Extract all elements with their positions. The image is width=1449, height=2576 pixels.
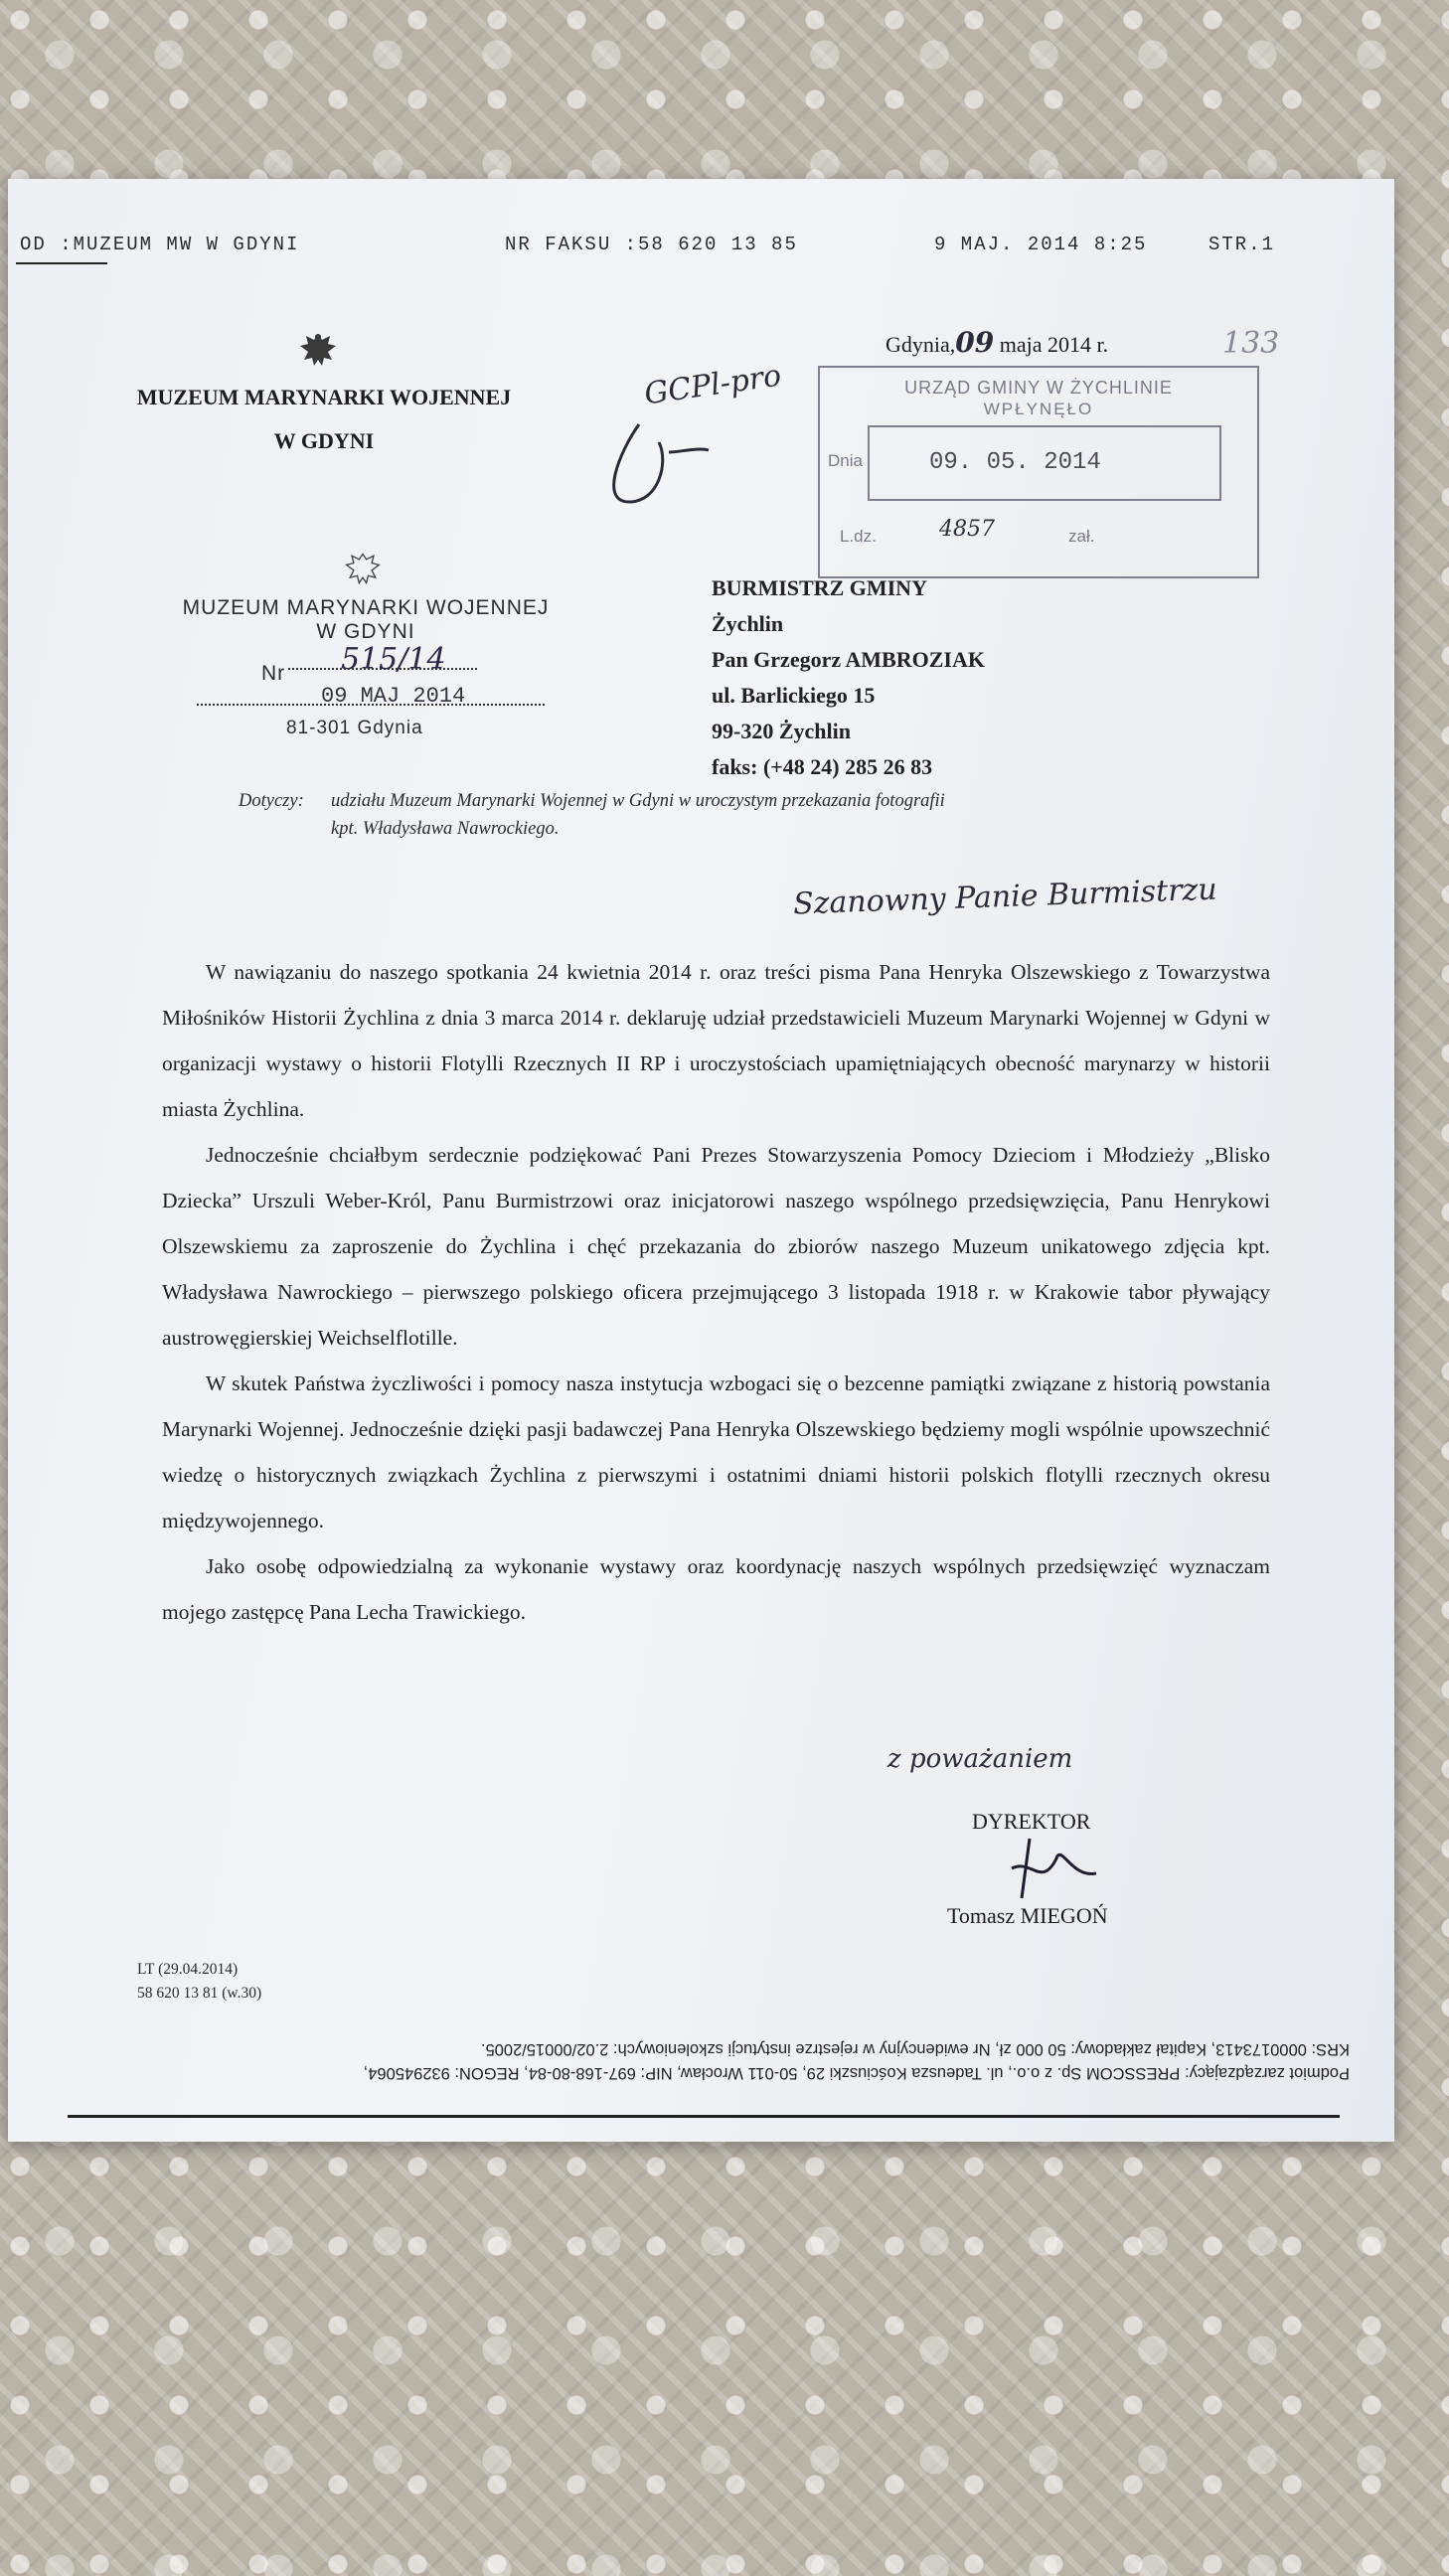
subject-label: Dotyczy: bbox=[239, 791, 304, 811]
printed-footer-line-1: Podmiot zarządzający: PRESSCOM Sp. z o.o., ul. Tadeusza Kościuszki 29, 50-011 Wrocław, NIP: 697-168-80-84, REGON: 932945064, bbox=[363, 2064, 1350, 2082]
footer-phone: 58 620 13 81 (w.30) bbox=[137, 1985, 262, 2002]
recipient-line-6: faks: (+48 24) 285 26 83 bbox=[712, 754, 933, 779]
registry-ldz-label: L.dz. bbox=[840, 527, 877, 546]
recipient-block bbox=[712, 570, 985, 785]
recipient-line-1: BURMISTRZ GMINY bbox=[712, 575, 927, 600]
fax-underline bbox=[16, 262, 107, 264]
salutation: Szanowny Panie Burmistrzu bbox=[792, 872, 1218, 922]
footer-ref: LT (29.04.2014) bbox=[137, 1961, 239, 1978]
office-stamp-nr-label: Nr bbox=[261, 662, 286, 685]
printed-footer-line-2: KRS: 0000173413, Kapitał zakładowy: 50 000 zł, Nr ewidencyjny w rejestrze instytucji szkoleniowych: 2.02/00015/2005. bbox=[480, 2040, 1350, 2058]
letterhead-line-1: MUZEUM MARYNARKI WOJENNEJ bbox=[136, 385, 512, 409]
fax-datetime: 9 MAJ. 2014 8:25 bbox=[934, 234, 1148, 255]
letter-body bbox=[162, 949, 1270, 1635]
registry-date-value: 09. 05. 2014 bbox=[929, 449, 1101, 476]
registry-attachment-label: zał. bbox=[1068, 527, 1095, 546]
office-stamp-crest-icon bbox=[343, 549, 383, 593]
office-stamp-address: 81-301 Gdynia bbox=[286, 718, 423, 738]
printed-footer-upside-down bbox=[107, 2037, 1350, 2085]
fax-number: NR FAKSU :58 620 13 85 bbox=[505, 234, 798, 255]
subject-block bbox=[331, 787, 1275, 843]
signature-title: DYREKTOR bbox=[972, 1809, 1091, 1834]
letterhead-institution bbox=[66, 376, 582, 463]
signature-scribble bbox=[1002, 1829, 1121, 1908]
office-stamp-date: 09 MAJ 2014 bbox=[321, 684, 466, 709]
handwritten-initial-scribble bbox=[599, 412, 748, 522]
place-date bbox=[886, 326, 1108, 359]
eagle-crest-icon bbox=[296, 328, 340, 377]
handwritten-note: GCPl-pro bbox=[642, 358, 784, 412]
signature-name: Tomasz MIEGOŃ bbox=[947, 1903, 1108, 1928]
printed-footer-rule bbox=[68, 2115, 1340, 2118]
fax-sender: OD :MUZEUM MW W GDYNI bbox=[20, 234, 300, 255]
registry-stamp-line1: URZĄD GMINY W ŻYCHLINIE bbox=[904, 378, 1173, 398]
closing-handwritten: z poważaniem bbox=[887, 1744, 1073, 1774]
body-paragraph-1: W nawiązaniu do naszego spotkania 24 kwietnia 2014 r. oraz treści pisma Pana Henryka Olszewskiego z Towarzystwa Miłośników Historii Żychlina z dnia 3 marca 2014 r. deklaruję udział przedstawicieli Muzeum Marynarki Wojennej w Gdyni w organizacji wystawy o historii Flotylli Rzecznych II RP i uroczystościach upamiętniających obecność marynarzy w historii miasta Żychlina. bbox=[162, 960, 1270, 1121]
registry-ldz-value: 4857 bbox=[939, 517, 995, 542]
recipient-line-3: Pan Grzegorz AMBROZIAK bbox=[712, 647, 985, 672]
registry-date-label: Dnia bbox=[828, 451, 863, 470]
office-stamp-line2: W GDYNI bbox=[316, 620, 415, 643]
fax-page: STR.1 bbox=[1208, 234, 1276, 255]
place-date-prefix: Gdynia, bbox=[886, 332, 956, 357]
office-stamp-nr-value: 515/14 bbox=[341, 642, 446, 677]
letterhead-line-2: W GDYNI bbox=[273, 428, 375, 453]
recipient-line-2: Żychlin bbox=[712, 611, 784, 636]
registry-date-box bbox=[868, 425, 1221, 501]
body-paragraph-2: Jednocześnie chciałbym serdecznie podziękować Pani Prezes Stowarzyszenia Pomocy Dzieciom i Młodzieży „Blisko Dziecka” Urszuli Weber-Król, Panu Burmistrzowi oraz inicjatorowi naszego wspólnego przedsięwzięcia, Panu Henrykowi Olszewskiemu za zaproszenie do Żychlina i chęć przekazania do zbiorów naszego Muzeum unikatowego zdjęcia kpt. Władysława Nawrockiego – pierwszego polskiego oficera przejmującego 3 listopada 1918 r. w Krakowie tabor pływający austrowęgierskiej Weichselflotille. bbox=[162, 1143, 1270, 1350]
subject-line-2: kpt. Władysława Nawrockiego. bbox=[331, 819, 560, 839]
subject-line-1: udziału Muzeum Marynarki Wojennej w Gdyni w uroczystym przekazania fotografii bbox=[331, 791, 945, 811]
body-paragraph-4: Jako osobę odpowiedzialną za wykonanie wystawy oraz koordynację naszych wspólnych przedsięwzięć wyznaczam mojego zastępcę Pana Lecha Trawickiego. bbox=[162, 1554, 1270, 1624]
place-date-suffix: maja 2014 r. bbox=[999, 332, 1109, 357]
corner-number: 133 bbox=[1222, 326, 1280, 361]
footer-reference bbox=[137, 1958, 261, 2006]
office-stamp-line1: MUZEUM MARYNARKI WOJENNEJ bbox=[182, 596, 550, 619]
letter-page bbox=[8, 179, 1394, 2142]
recipient-line-5: 99-320 Żychlin bbox=[712, 719, 851, 743]
body-paragraph-3: W skutek Państwa życzliwości i pomocy nasza instytucja wzbogaci się o bezcenne pamiątki związane z historią powstania Marynarki Wojennej. Jednocześnie dzięki pasji badawczej Pana Henryka Olszewskiego będziemy mogli wspólnie upowszechnić wiedzę o historycznych związkach Żychlina z pierwszymi i ostatnimi dniami historii polskich flotylli rzecznych okresu międzywojennego. bbox=[162, 1371, 1270, 1532]
recipient-line-4: ul. Barlickiego 15 bbox=[712, 683, 876, 708]
place-date-day: 09 bbox=[955, 326, 995, 359]
registry-stamp-line2: WPŁYNĘŁO bbox=[983, 400, 1094, 418]
registry-stamp bbox=[818, 366, 1259, 578]
